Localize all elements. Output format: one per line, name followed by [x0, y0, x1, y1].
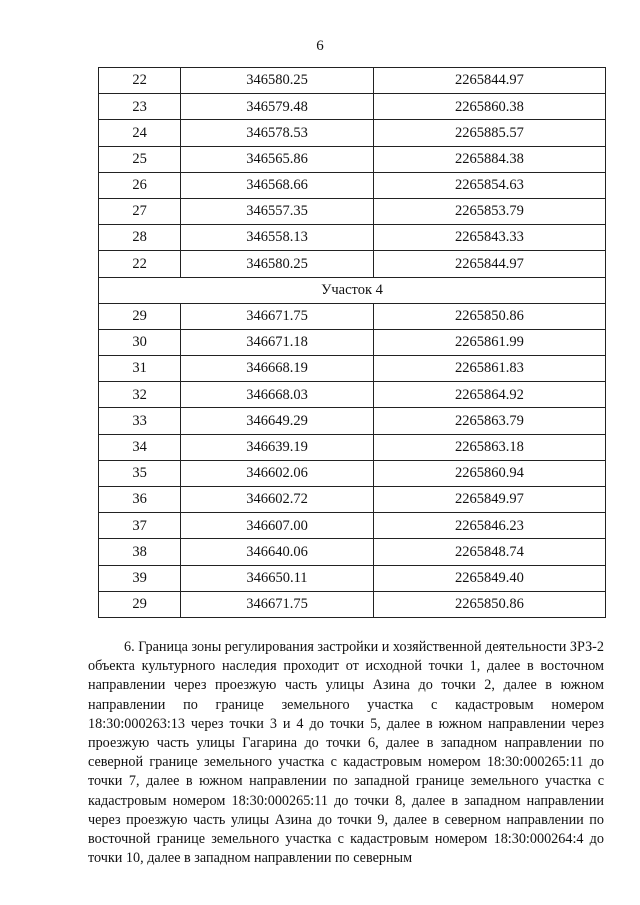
point-number-cell: 34: [99, 434, 181, 460]
point-number-cell: 38: [99, 539, 181, 565]
x-coordinate-cell: 346671.75: [181, 303, 374, 329]
table-row: [99, 382, 606, 408]
point-number-cell: 24: [99, 120, 181, 146]
x-coordinate-cell: 346668.03: [181, 382, 374, 408]
point-number-cell: 27: [99, 198, 181, 224]
x-coordinate-cell: 346650.11: [181, 565, 374, 591]
point-number-cell: 39: [99, 565, 181, 591]
table-row: [99, 172, 606, 198]
point-number-cell: 31: [99, 356, 181, 382]
table-row: [99, 225, 606, 251]
y-coordinate-cell: 2265850.86: [373, 303, 605, 329]
y-coordinate-cell: 2265846.23: [373, 513, 605, 539]
x-coordinate-cell: 346565.86: [181, 146, 374, 172]
x-coordinate-cell: 346640.06: [181, 539, 374, 565]
y-coordinate-cell: 2265885.57: [373, 120, 605, 146]
y-coordinate-cell: 2265864.92: [373, 382, 605, 408]
point-number-cell: 35: [99, 460, 181, 486]
table-row: [99, 120, 606, 146]
y-coordinate-cell: 2265861.83: [373, 356, 605, 382]
x-coordinate-cell: 346639.19: [181, 434, 374, 460]
y-coordinate-cell: 2265860.38: [373, 94, 605, 120]
y-coordinate-cell: 2265848.74: [373, 539, 605, 565]
y-coordinate-cell: 2265860.94: [373, 460, 605, 486]
y-coordinate-cell: 2265850.86: [373, 591, 605, 617]
x-coordinate-cell: 346578.53: [181, 120, 374, 146]
point-number-cell: 26: [99, 172, 181, 198]
table-row: [99, 460, 606, 486]
point-number-cell: 29: [99, 591, 181, 617]
x-coordinate-cell: 346607.00: [181, 513, 374, 539]
point-number-cell: 36: [99, 487, 181, 513]
table-row: [99, 198, 606, 224]
y-coordinate-cell: 2265844.97: [373, 251, 605, 277]
point-number-cell: 30: [99, 329, 181, 355]
y-coordinate-cell: 2265863.79: [373, 408, 605, 434]
table-row: [99, 303, 606, 329]
table-row: [99, 356, 606, 382]
y-coordinate-cell: 2265863.18: [373, 434, 605, 460]
y-coordinate-cell: 2265844.97: [373, 68, 605, 94]
x-coordinate-cell: 346568.66: [181, 172, 374, 198]
coordinates-table: [98, 67, 606, 618]
x-coordinate-cell: 346602.72: [181, 487, 374, 513]
table-row: [99, 94, 606, 120]
table-row: [99, 434, 606, 460]
point-number-cell: 23: [99, 94, 181, 120]
point-number-cell: 29: [99, 303, 181, 329]
x-coordinate-cell: 346649.29: [181, 408, 374, 434]
table-section-row: [99, 277, 606, 303]
coordinates-table-body: [99, 68, 606, 618]
point-number-cell: 32: [99, 382, 181, 408]
point-number-cell: 37: [99, 513, 181, 539]
x-coordinate-cell: 346557.35: [181, 198, 374, 224]
point-number-cell: 22: [99, 251, 181, 277]
y-coordinate-cell: 2265843.33: [373, 225, 605, 251]
table-row: [99, 408, 606, 434]
page-number: 6: [316, 38, 324, 54]
y-coordinate-cell: 2265884.38: [373, 146, 605, 172]
table-row: [99, 539, 606, 565]
table-row: [99, 68, 606, 94]
x-coordinate-cell: 346671.75: [181, 591, 374, 617]
y-coordinate-cell: 2265849.40: [373, 565, 605, 591]
point-number-cell: 28: [99, 225, 181, 251]
x-coordinate-cell: 346580.25: [181, 251, 374, 277]
table-row: [99, 487, 606, 513]
x-coordinate-cell: 346671.18: [181, 329, 374, 355]
table-row: [99, 591, 606, 617]
y-coordinate-cell: 2265854.63: [373, 172, 605, 198]
x-coordinate-cell: 346602.06: [181, 460, 374, 486]
x-coordinate-cell: 346558.13: [181, 225, 374, 251]
point-number-cell: 33: [99, 408, 181, 434]
table-row: [99, 513, 606, 539]
point-number-cell: 22: [99, 68, 181, 94]
table-row: [99, 329, 606, 355]
x-coordinate-cell: 346668.19: [181, 356, 374, 382]
table-row: [99, 146, 606, 172]
boundary-description-paragraph: 6. Граница зоны регулирования застройки и хозяйственной деятельности ЗРЗ-2 объекта культурного наследия проходит от исходной точки 1, далее в восточном направлении через проезжую часть улицы Азина до точки 2, далее в южном направлении по границе земельного участка с кадастровым номером 18:30:000263:13 через точки 3 и 4 до точки 5, далее в южном направлении через проезжую часть улицы Гагарина до точки 6, далее в западном направлении по северной границе земельного участка с кадастровым номером 18:30:000265:11 до точки 7, далее в южном направлении по западной границе земельного участка с кадастровым номером 18:30:000265:11 до точки 8, далее в западном направлении через проезжую часть улицы Азина до точки 9, далее в северном направлении по восточной границе земельного участка с кадастровым номером 18:30:000264:4 до точки 10, далее в западном направлении по северным: [88, 639, 604, 867]
x-coordinate-cell: 346579.48: [181, 94, 374, 120]
y-coordinate-cell: 2265853.79: [373, 198, 605, 224]
table-row: [99, 565, 606, 591]
y-coordinate-cell: 2265849.97: [373, 487, 605, 513]
section-label: Участок 4: [99, 277, 606, 303]
y-coordinate-cell: 2265861.99: [373, 329, 605, 355]
x-coordinate-cell: 346580.25: [181, 68, 374, 94]
table-row: [99, 251, 606, 277]
point-number-cell: 25: [99, 146, 181, 172]
